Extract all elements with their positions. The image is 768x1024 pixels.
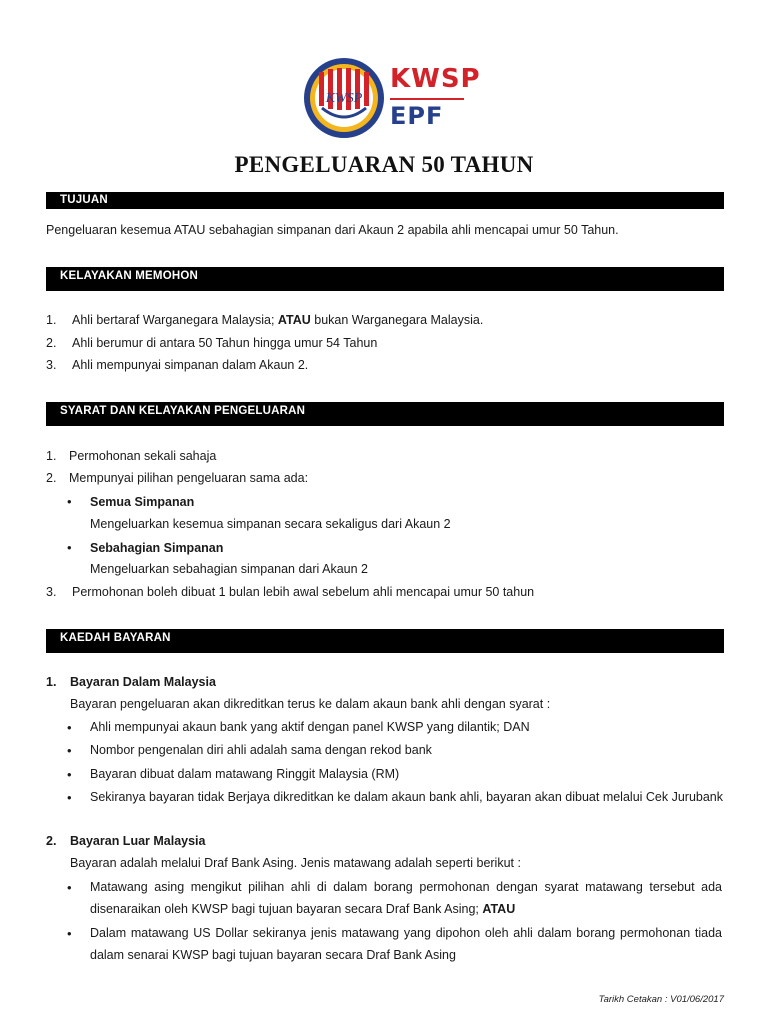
bullet-icon: • — [67, 767, 72, 782]
luar-bullet-1-line-1: Matawang asing mengikut pilihan ahli di dalam borang permohonan dengan syarat matawang tersebut ada — [90, 880, 722, 894]
section-heading-syarat: SYARAT DAN KELAYAKAN PENGELUARAN — [46, 402, 724, 426]
bullet-icon: • — [67, 743, 72, 758]
option-semua-desc: Mengeluarkan kesemua simpanan secara sekaligus dari Akaun 2 — [90, 517, 451, 531]
option-sebahagian-desc: Mengeluarkan sebahagian simpanan dari Akaun 2 — [90, 562, 368, 576]
bullet-icon: • — [67, 494, 72, 509]
section-heading-tujuan: TUJUAN — [46, 192, 724, 209]
dalam-bullet-4: Sekiranya bayaran tidak Berjaya dikreditkan ke dalam akaun bank ahli, bayaran akan dibuat melalui Cek Jurubank — [90, 790, 724, 804]
luar-bullet-1-line-2: disenaraikan oleh KWSP bagi tujuan bayaran secara Draf Bank Asing; ATAU — [90, 902, 516, 916]
kaedah-luar-heading: 2. Bayaran Luar Malaysia — [46, 834, 206, 848]
dalam-bullet-1: Ahli mempunyai akaun bank yang aktif dengan panel KWSP yang dilantik; DAN — [90, 720, 530, 734]
kelayakan-item-3: 3. Ahli mempunyai simpanan dalam Akaun 2. — [46, 358, 309, 372]
section-heading-kelayakan: KELAYAKAN MEMOHON — [46, 267, 724, 291]
dalam-bullet-3: Bayaran dibuat dalam matawang Ringgit Malaysia (RM) — [90, 767, 400, 781]
print-date: Tarikh Cetakan : V01/06/2017 — [598, 994, 724, 1005]
syarat-item-2: 2. Mempunyai pilihan pengeluaran sama ada: — [46, 471, 309, 485]
logo-epf-text: EPF — [390, 102, 444, 130]
kaedah-dalam-heading: 1. Bayaran Dalam Malaysia — [46, 675, 216, 689]
kwsp-epf-logo — [302, 56, 481, 140]
option-semua-title: Semua Simpanan — [90, 495, 195, 509]
section-heading-kaedah: KAEDAH BAYARAN — [46, 629, 724, 653]
svg-text:KWSP: KWSP — [325, 91, 363, 106]
bullet-icon: • — [67, 880, 72, 895]
logo-kwsp-text: KWSP — [390, 64, 481, 94]
tujuan-text: Pengeluaran kesemua ATAU sebahagian simpanan dari Akaun 2 apabila ahli mencapai umur 50 Tahun. — [46, 223, 619, 237]
bullet-icon: • — [67, 926, 72, 941]
bullet-icon: • — [67, 720, 72, 735]
kaedah-dalam-intro: Bayaran pengeluaran akan dikreditkan terus ke dalam akaun bank ahli dengan syarat : — [70, 697, 551, 711]
dalam-bullet-2: Nombor pengenalan diri ahli adalah sama dengan rekod bank — [90, 743, 432, 757]
syarat-item-1: 1. Permohonan sekali sahaja — [46, 449, 217, 463]
luar-bullet-2-line-1: Dalam matawang US Dollar sekiranya jenis matawang yang dipohon oleh ahli dalam borang permohonan tiada — [90, 926, 722, 940]
luar-bullet-2-line-2: dalam senarai KWSP bagi tujuan bayaran secara Draf Bank Asing — [90, 948, 456, 962]
logo-divider — [390, 98, 464, 100]
option-sebahagian-title: Sebahagian Simpanan — [90, 541, 224, 555]
bullet-icon: • — [67, 540, 72, 555]
kelayakan-item-2: 2. Ahli berumur di antara 50 Tahun hingga umur 54 Tahun — [46, 336, 378, 350]
kelayakan-item-1: 1. Ahli bertaraf Warganegara Malaysia; ATAU bukan Warganegara Malaysia. — [46, 313, 484, 327]
page-title: PENGELUARAN 50 TAHUN — [234, 152, 534, 177]
bullet-icon: • — [67, 790, 72, 805]
kaedah-luar-intro: Bayaran adalah melalui Draf Bank Asing. Jenis matawang adalah seperti berikut : — [70, 856, 521, 870]
syarat-item-3: 3. Permohonan boleh dibuat 1 bulan lebih awal sebelum ahli mencapai umur 50 tahun — [46, 585, 535, 599]
